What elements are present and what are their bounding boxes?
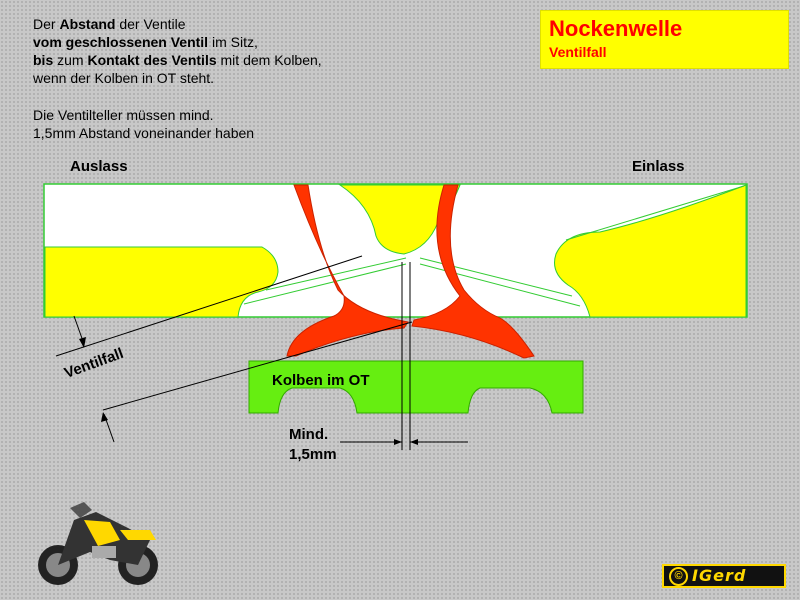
motorcycle-illustration <box>38 502 158 585</box>
note-line-2: 1,5mm Abstand voneinander haben <box>33 125 255 141</box>
page-title: Nockenwelle <box>549 16 683 41</box>
description-line-1: Der Abstand der Ventile <box>33 16 186 32</box>
brand-name: IGerd <box>692 566 747 585</box>
valve-drop-arrowhead-bottom <box>101 412 108 422</box>
description-line-4: wenn der Kolben in OT steht. <box>33 70 215 86</box>
intake-label: Einlass <box>632 158 685 175</box>
note-line-1: Die Ventilteller müssen mind. <box>33 107 214 123</box>
description-line-3: bis zum Kontakt des Ventils mit dem Kolben, <box>33 52 322 68</box>
exhaust-label: Auslass <box>70 158 128 175</box>
description-line-2: vom geschlossenen Ventil im Sitz, <box>33 34 258 50</box>
min-distance-value: 1,5mm <box>289 446 337 463</box>
piston-label: Kolben im OT <box>272 372 370 389</box>
copyright-badge <box>662 564 786 588</box>
min-arrowhead-left <box>394 439 402 445</box>
motorcycle-engine <box>92 546 116 558</box>
copyright-icon: © <box>669 567 688 586</box>
valve-drop-label: Ventilfall <box>62 344 126 382</box>
min-distance-label: Mind. <box>289 426 329 443</box>
exhaust-chamber <box>45 185 292 210</box>
min-arrowhead-right <box>410 439 418 445</box>
page-subtitle: Ventilfall <box>549 44 607 60</box>
